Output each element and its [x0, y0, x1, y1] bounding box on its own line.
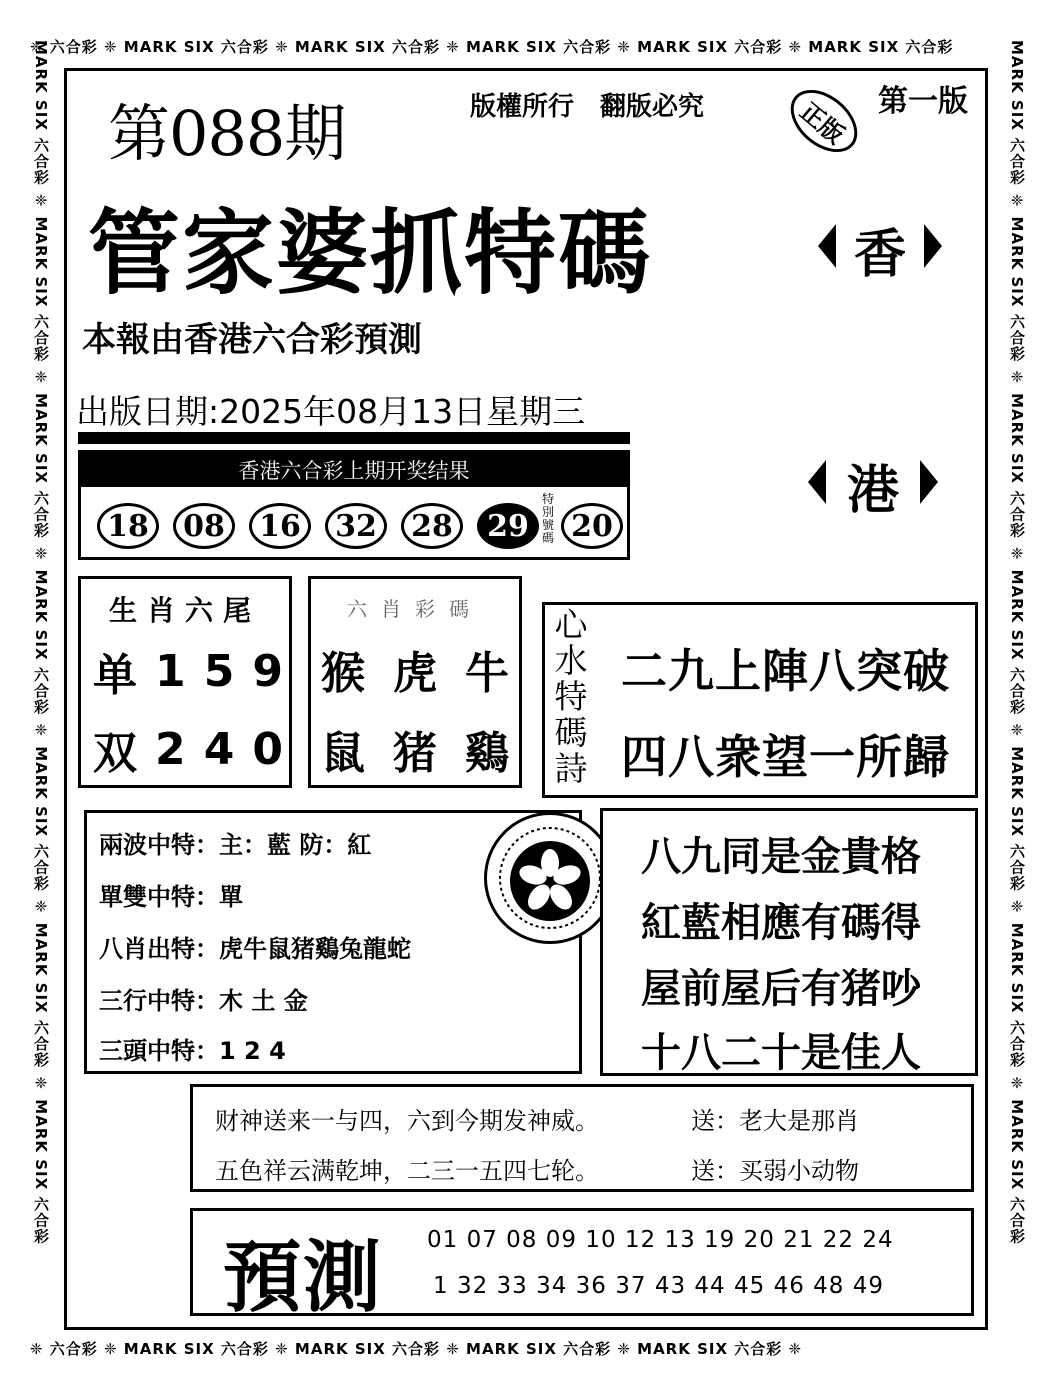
- results-label: 香港六合彩上期开奖结果: [81, 453, 627, 487]
- result-ball: 08: [173, 503, 235, 549]
- tip-value: 虎牛鼠猪鷄兔龍蛇: [219, 935, 411, 963]
- result-ball: 16: [249, 503, 311, 549]
- zodiac-animal: 牛: [465, 648, 509, 699]
- prediction-label: 預測: [223, 1232, 384, 1323]
- left-border-strip: MARK SIX 六合彩 ❈ MARK SIX 六合彩 ❈ MARK SIX 六合彩 ❈ MARK SIX 六合彩 ❈ MARK SIX 六合彩 ❈ MARK SIX 六合彩 ❈ MARK SIX 六合彩: [32, 40, 50, 1245]
- prediction-row-2: 1 32 33 34 36 37 43 44 45 46 48 49: [433, 1273, 884, 1299]
- tip-row: [99, 929, 411, 964]
- right-border-strip: MARK SIX 六合彩 ❈ MARK SIX 六合彩 ❈ MARK SIX 六合彩 ❈ MARK SIX 六合彩 ❈ MARK SIX 六合彩 ❈ MARK SIX 六合彩 ❈ MARK SIX 六合彩: [1008, 40, 1026, 1245]
- badge-gang: [808, 442, 938, 526]
- bottom-border-strip: ❈ 六合彩 ❈ MARK SIX 六合彩 ❈ MARK SIX 六合彩 ❈ MARK SIX 六合彩 ❈ MARK SIX 六合彩 ❈: [30, 1340, 803, 1358]
- odd-tail-row: [93, 639, 283, 703]
- even-label: 双: [93, 728, 137, 779]
- zodiac-animal: 猪: [393, 728, 437, 779]
- tail-digit: 0: [252, 723, 283, 775]
- zodiac-animal: 鼠: [321, 728, 365, 779]
- badge-xiang-char: 香: [853, 224, 906, 285]
- six-zodiac-box: [308, 576, 522, 788]
- tip-value: 單: [219, 883, 243, 911]
- result-ball: 28: [401, 503, 463, 549]
- poem-box: [542, 602, 978, 798]
- badge-left-wedge: [818, 224, 836, 268]
- prediction-row-1: 01 07 08 09 10 12 13 19 20 21 22 24: [427, 1227, 894, 1253]
- tip-label: 單雙中特：: [99, 883, 219, 911]
- badge-right-wedge: [920, 460, 938, 504]
- badge-right-wedge: [924, 224, 942, 268]
- badge-xiang: [818, 204, 942, 288]
- zodiac-tail-box: [78, 576, 292, 788]
- result-ball-dark: 29: [477, 503, 539, 549]
- results-top-bar: [78, 432, 630, 444]
- special-ball: 20: [561, 503, 623, 549]
- poem-line-1: 二九上陣八突破: [621, 644, 950, 698]
- tail-digit: 9: [252, 645, 283, 697]
- copyright-notice: 版權所行 翻版必究: [470, 92, 705, 122]
- tip-row: [99, 825, 371, 860]
- badge-left-wedge: [808, 460, 826, 504]
- bauhinia-flower-icon: [487, 815, 613, 941]
- tip-value: 木 土 金: [219, 987, 308, 1015]
- results-box: [78, 450, 630, 560]
- edition-label: 第一版: [878, 84, 968, 119]
- riddle-line: 财神送来一与四，六到今期发神威。: [215, 1107, 599, 1135]
- riddle-answer: 送：老大是那肖: [691, 1107, 859, 1135]
- zodiac-row-2: [321, 717, 509, 781]
- tail-digit: 5: [203, 645, 235, 697]
- riddle-answer: 送：买弱小动物: [691, 1157, 859, 1185]
- poem-line-2: 四八衆望一所歸: [621, 730, 950, 784]
- zodiac-animal: 猴: [321, 648, 365, 699]
- riddle-line: 五色祥云满乾坤，二三一五四七轮。: [215, 1157, 599, 1185]
- zodiac-animal: 虎: [393, 648, 437, 699]
- tip-label: 兩波中特：: [99, 831, 219, 859]
- result-ball: 18: [97, 503, 159, 549]
- subtitle: 本報由香港六合彩預測: [82, 320, 422, 360]
- even-tail-row: [93, 717, 283, 781]
- zodiac-tail-title: 生肖六尾: [108, 594, 261, 627]
- tip-row: [99, 1031, 286, 1066]
- zodiac-animal: 鷄: [465, 728, 509, 779]
- tip-row: [99, 981, 308, 1016]
- tail-digit: 1: [155, 645, 186, 697]
- odd-label: 单: [93, 650, 137, 701]
- top-border-strip: ❈ 六合彩 ❈ MARK SIX 六合彩 ❈ MARK SIX 六合彩 ❈ MARK SIX 六合彩 ❈ MARK SIX 六合彩 ❈ MARK SIX 六合彩: [30, 38, 954, 56]
- issue-number: 第088期: [108, 97, 346, 170]
- tip-label: 八肖出特：: [99, 935, 219, 963]
- prediction-box: [190, 1208, 974, 1323]
- special-number-label: 特別號碼: [541, 492, 554, 545]
- genuine-stamp: 正版: [779, 77, 869, 164]
- verse-line: 八九同是金貴格: [641, 834, 921, 880]
- riddle-box: [190, 1084, 974, 1192]
- verse-box: [600, 808, 978, 1076]
- publish-date: 出版日期:2025年08月13日星期三: [76, 392, 586, 431]
- zodiac-row-1: [321, 637, 509, 701]
- verse-line: 屋前屋后有猪吵: [641, 966, 921, 1012]
- result-ball: 32: [325, 503, 387, 549]
- verse-line: 十八二十是佳人: [641, 1030, 921, 1076]
- verse-line: 紅藍相應有碼得: [641, 900, 921, 946]
- tip-row: [99, 877, 243, 912]
- tip-value: 主：藍 防：紅: [219, 831, 372, 859]
- tip-value: 1 2 4: [219, 1037, 286, 1065]
- tail-digit: 4: [203, 723, 235, 775]
- tip-label: 三行中特：: [99, 987, 219, 1015]
- poem-label: 心水特碼詩: [554, 605, 588, 788]
- main-title: 管家婆抓特碼: [88, 199, 653, 307]
- badge-gang-char: 港: [846, 460, 899, 521]
- bauhinia-emblem-icon: [484, 812, 616, 944]
- six-zodiac-title: 六肖彩碼: [347, 597, 483, 621]
- tip-label: 三頭中特：: [99, 1037, 219, 1065]
- tail-digit: 2: [155, 723, 186, 775]
